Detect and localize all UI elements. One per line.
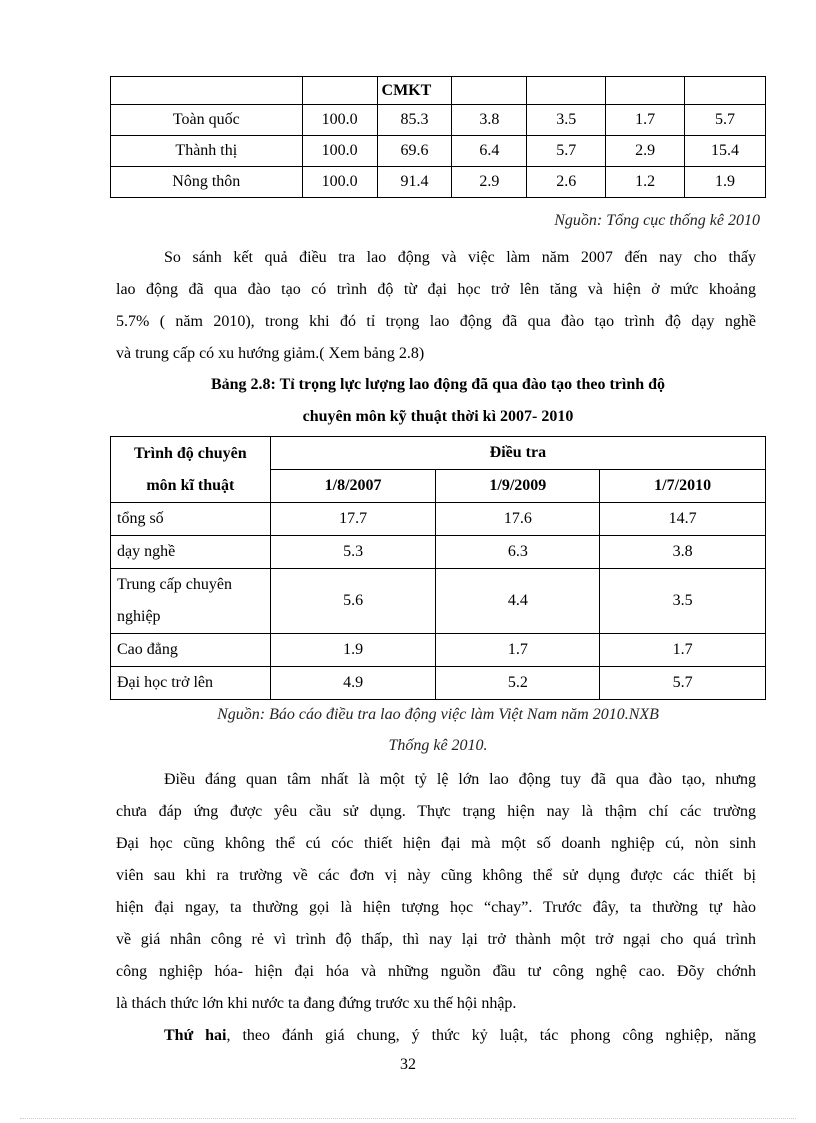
table1-cell: Nông thôn [111, 167, 303, 198]
table1-cell: 91.4 [377, 167, 452, 198]
table2-cell: 5.7 [600, 667, 766, 700]
table-row [111, 167, 766, 198]
table2-caption-line2: chuyên môn kỹ thuật thời kì 2007- 2010 [302, 408, 574, 425]
paragraph-line: 5.7% ( năm 2010), trong khi đó tỉ trọng lao động đã qua đào tạo trình độ dạy nghề [116, 313, 756, 330]
paragraph-line: và trung cấp có xu hướng giảm.( Xem bảng 2.8) [116, 345, 425, 362]
table1-cell: Thành thị [111, 136, 303, 167]
table2-row-label: Đại học trở lên [111, 667, 271, 700]
table2-header-criteria [111, 437, 271, 503]
table2-source-line1: Nguồn: Báo cáo điều tra lao động việc làm Việt Nam năm 2010.NXB [217, 706, 659, 723]
table1-header-cell [606, 77, 685, 105]
table1-cell: 1.7 [606, 105, 685, 136]
table2-header-survey: Điều tra [270, 437, 765, 470]
table2-row-label: Cao đẳng [111, 634, 271, 667]
table1-header-cell [302, 77, 377, 105]
paragraph-line: hiện đại ngay, ta thường gọi là hiện tượng học “chay”. Trước đây, ta thường tự hào [116, 899, 756, 916]
table-labor-structure [110, 76, 766, 198]
paragraph-line-text: , theo đánh giá chung, ý thức kỷ luật, tác phong công nghiệp, năng [226, 1027, 757, 1044]
table1-cell: 3.8 [452, 105, 527, 136]
table2-cell: 14.7 [600, 503, 766, 536]
table1-cell: 1.2 [606, 167, 685, 198]
table1-cell: 1.9 [685, 167, 766, 198]
table2-caption-line1: Bảng 2.8: Tỉ trọng lực lượng lao động đã qua đào tạo theo trình độ [210, 376, 666, 393]
table1-cell: 2.9 [606, 136, 685, 167]
table1-cell: 6.4 [452, 136, 527, 167]
table-row [111, 569, 766, 634]
paragraph-line: So sánh kết quả điều tra lao động và việc làm năm 2007 đến nay cho thấy [164, 249, 756, 266]
paragraph-line: lao động đã qua đào tạo có trình độ từ đại học trở lên tăng và hiện ở mức khoảng [116, 281, 756, 298]
table-row [111, 536, 766, 569]
table1-header-cell [111, 77, 303, 105]
table1-cell: 2.9 [452, 167, 527, 198]
table2-row-label [111, 569, 271, 634]
table2-row-label: tổng số [111, 503, 271, 536]
table1-cell: Toàn quốc [111, 105, 303, 136]
table2-date-cell: 1/9/2009 [436, 470, 600, 503]
table1-cell: 69.6 [377, 136, 452, 167]
table2-row-label: dạy nghề [111, 536, 271, 569]
page-bottom-border [20, 1118, 796, 1119]
paragraph-line [116, 1020, 756, 1052]
paragraph-line: Điều đáng quan tâm nhất là một tỷ lệ lớn lao động tuy đã qua đào tạo, nhưng [164, 771, 756, 788]
table2-cell: 5.6 [270, 569, 436, 634]
table2-header-criteria-line1: Trình độ chuyên [134, 444, 247, 462]
table2-cell: 1.7 [600, 634, 766, 667]
table2-cell: 5.3 [270, 536, 436, 569]
table-row [111, 634, 766, 667]
table2-row-label-line2: nghiệp [117, 608, 161, 625]
bold-lead: Thứ hai [164, 1027, 227, 1044]
paragraph-line: viên sau khi ra trường về các đơn vị này cũng không thể sử dụng được các thiết bị [116, 867, 756, 884]
table2-header-criteria-line2: môn kĩ thuật [146, 476, 235, 494]
table2-date-cell: 1/7/2010 [600, 470, 766, 503]
table1-source-note: Nguồn: Tổng cục thống kê 2010 [554, 212, 760, 229]
table1-cell: 100.0 [302, 136, 377, 167]
table2-cell: 17.7 [270, 503, 436, 536]
table2-cell: 4.9 [270, 667, 436, 700]
table1-header-row [111, 77, 766, 105]
table2-cell: 3.5 [600, 569, 766, 634]
paragraph-line: về giá nhân công rẻ vì trình độ thấp, thì nay lại trở thành một trở ngại cho quá trình [116, 931, 756, 948]
table2-cell: 1.7 [436, 634, 600, 667]
table1-header-cell [452, 77, 527, 105]
table2-date-cell: 1/8/2007 [270, 470, 436, 503]
page-number: 32 [400, 1056, 416, 1073]
table1-cell: 100.0 [302, 167, 377, 198]
table1-header-cell [527, 77, 606, 105]
table-row [111, 503, 766, 536]
table1-cell: 100.0 [302, 105, 377, 136]
table2-cell: 4.4 [436, 569, 600, 634]
table2-cell: 5.2 [436, 667, 600, 700]
table1-cell: 5.7 [685, 105, 766, 136]
table2-source-line2: Thống kê 2010. [388, 737, 488, 754]
table1-header-cell [685, 77, 766, 105]
table1-header-cell: CMKT [377, 77, 452, 105]
paragraph-line: công nghiệp hóa- hiện đại hóa và những nguồn đầu tư công nghệ cao. Đõy chớnh [116, 963, 756, 980]
table1-cell: 2.6 [527, 167, 606, 198]
table-trained-labor-share [110, 436, 766, 700]
table2-header-row [111, 437, 766, 470]
paragraph-comparison [116, 242, 756, 370]
paragraph-line: là thách thức lớn khi nước ta đang đứng trước xu thế hội nhập. [116, 995, 517, 1012]
table1-cell: 85.3 [377, 105, 452, 136]
paragraph-line: Đại học cũng không thể cú cóc thiết hiện đại mà một số doanh nghiệp cú, nòn sinh [116, 835, 756, 852]
table-row [111, 136, 766, 167]
paragraph-line: chưa đáp ứng được yêu cầu sử dụng. Thực trạng hiện nay là thậm chí các trường [116, 803, 756, 820]
table1-cell: 15.4 [685, 136, 766, 167]
table2-cell: 3.8 [600, 536, 766, 569]
table-row [111, 667, 766, 700]
paragraph-second-point [116, 1020, 756, 1052]
table2-cell: 6.3 [436, 536, 600, 569]
table1-cell: 3.5 [527, 105, 606, 136]
table2-cell: 1.9 [270, 634, 436, 667]
table2-cell: 17.6 [436, 503, 600, 536]
table1-cell: 5.7 [527, 136, 606, 167]
paragraph-training-quality [116, 764, 756, 1020]
table2-row-label-line1: Trung cấp chuyên [117, 576, 232, 593]
table-row [111, 105, 766, 136]
